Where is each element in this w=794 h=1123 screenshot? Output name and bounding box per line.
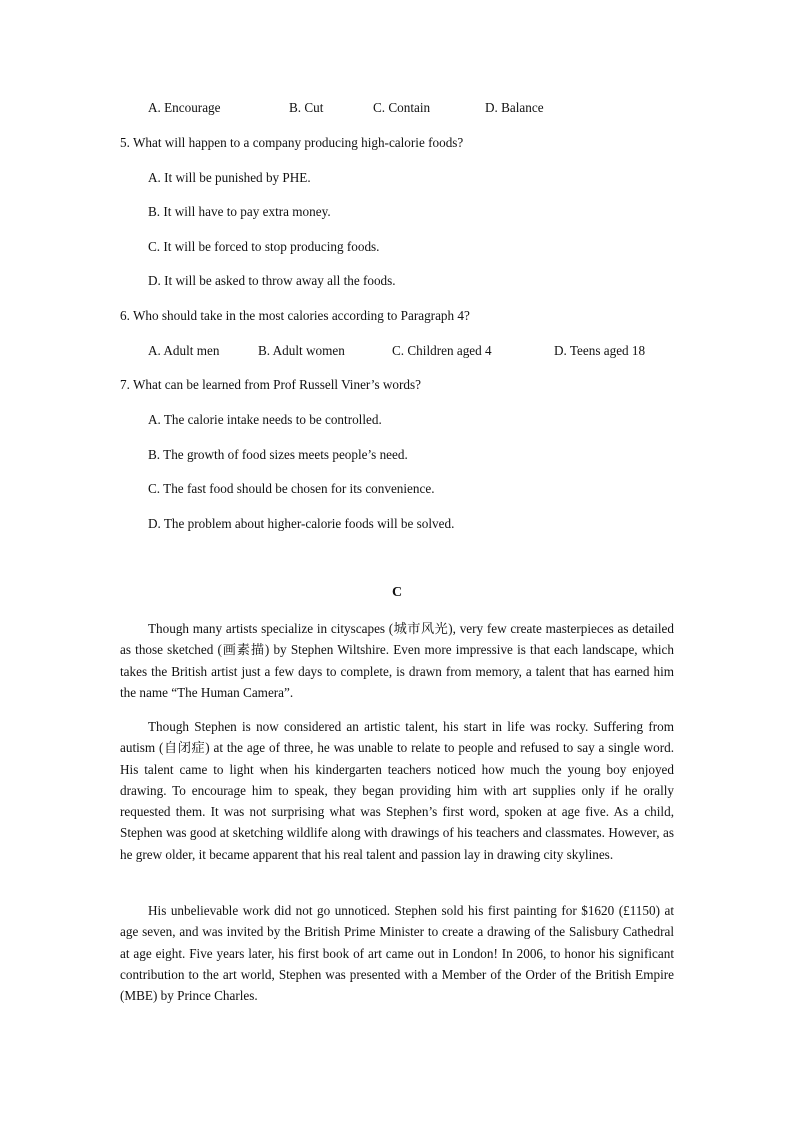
q5-option-d: D. It will be asked to throw away all the foods. — [148, 273, 396, 288]
q4-option-c: C. Contain — [373, 100, 431, 115]
q5-option-b: B. It will have to pay extra money. — [148, 204, 331, 219]
q6-option-b: B. Adult women — [258, 343, 345, 358]
passage-paragraph-1: Though many artists specialize in cityscapes (城市风光), very few create masterpieces as detailed as those sketched (画素描) by Stephen Wiltshire. Even more impressive is that each landscape, which takes the British artist just a few days to complete, is drawn from memory, a talent that has earned him the name “The Human Camera”. — [120, 621, 674, 700]
q5-stem: 5. What will happen to a company producing high-calorie foods? — [120, 135, 464, 150]
q7-option-c: C. The fast food should be chosen for its convenience. — [148, 481, 435, 496]
q6-option-a: A. Adult men — [148, 343, 220, 358]
q6-options — [0, 343, 794, 359]
passage-paragraph-3: His unbelievable work did not go unnoticed. Stephen sold his first painting for $1620 (£1150) at age seven, and was invited by the British Prime Minister to create a drawing of the Salisbury Cathedral at age eight. Five years later, his first book of art came out in London! In 2006, to honor his significant contribution to the art world, Stephen was presented with a Member of the Order of the British Empire (MBE) by Prince Charles. — [120, 903, 674, 1004]
q4-option-d: D. Balance — [485, 100, 544, 115]
q4-option-a: A. Encourage — [148, 100, 221, 115]
q5-option-a: A. It will be punished by PHE. — [148, 170, 311, 185]
q7-option-b: B. The growth of food sizes meets people’s need. — [148, 447, 408, 462]
q6-option-d: D. Teens aged 18 — [554, 343, 646, 358]
q5-option-c: C. It will be forced to stop producing foods. — [148, 239, 380, 254]
passage-paragraph-2: Though Stephen is now considered an artistic talent, his start in life was rocky. Suffering from autism (自闭症) at the age of three, he was unable to relate to people and refused to say a single word. His talent came to light when his kindergarten teachers noticed how much the young boy enjoyed drawing. To encourage him to speak, they began providing him with art supplies only if he orally requested them. It was not surprising what was Stephen’s first word, spoken at age five. As a child, Stephen was good at sketching wildlife along with drawings of his teachers and classmates. However, as he grew older, it became apparent that his real talent and passion lay in drawing city skylines. — [120, 719, 674, 862]
q4-options — [0, 100, 794, 116]
q7-stem: 7. What can be learned from Prof Russell Viner’s words? — [120, 377, 421, 392]
q4-option-b: B. Cut — [289, 100, 324, 115]
q6-option-c: C. Children aged 4 — [392, 343, 492, 358]
section-heading: C — [391, 585, 403, 600]
q7-option-d: D. The problem about higher-calorie foods will be solved. — [148, 516, 455, 531]
q6-stem: 6. Who should take in the most calories according to Paragraph 4? — [120, 308, 470, 323]
q7-option-a: A. The calorie intake needs to be controlled. — [148, 412, 382, 427]
